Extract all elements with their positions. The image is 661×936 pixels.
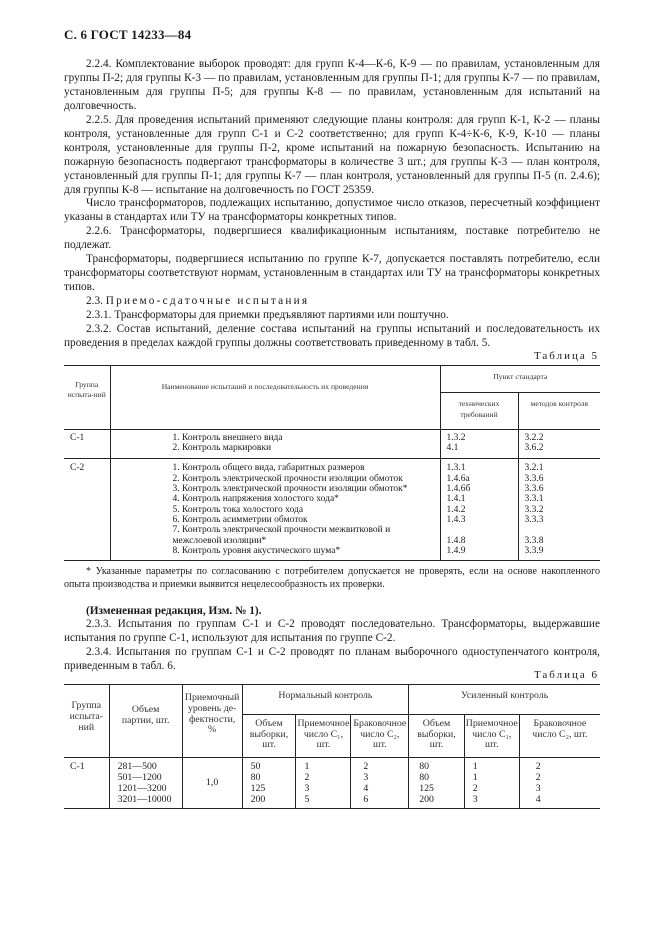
table6-caption: Таблица 6 [533,669,599,681]
col-header-tech: технических требований [440,393,518,430]
test-name: 1. Контроль внешнего вида [110,429,440,443]
col-header-name: Наименование испытаний и последовательность их проведения [110,366,440,430]
test-name: 2. Контроль электрической прочности изоляции обмоток [110,474,440,484]
method-clause: 3.3.1 [524,494,544,505]
tight-c1: 2 [464,784,519,795]
table-row [64,443,600,459]
table-row [64,784,600,795]
method-clause: 3.3.9 [518,546,600,561]
table-row [64,525,600,546]
paragraph-text: 2.3.4. Испытания по группам С-1 и С-2 проводят по планам выборочного одноступенчатого контроля, приведенным в табл. 6. [64,646,600,672]
normal-c1: 1 [296,758,351,773]
method-clause: 3.3.8 [524,535,544,546]
lot-size: 281—500 [109,758,182,773]
tight-c1: 1 [464,758,519,773]
tight-sample: 200 [409,795,465,809]
tight-c2: 4 [519,795,600,809]
table-row [64,474,600,484]
tech-clause: 1.4.9 [440,546,518,561]
tight-c1: 3 [464,795,519,809]
table-row [64,505,600,515]
table-5 [64,365,600,561]
paragraph-text: Трансформаторы, подвергшиеся испытанию по группе К-7, допускается поставлять потребителю, если трансформаторы соответствуют нормам, установленным в стандартах или ТУ на трансформаторы конкретных типов. [64,253,600,293]
col-header-group: Группа испыта-ний [64,685,109,758]
amendment-note [64,605,600,619]
col-header-group: Группа испыта-ний [64,366,110,430]
table-row [64,484,600,494]
col-header-normal: Нормальный контроль [242,685,409,715]
col-header-normal-sample: Объем выборки, шт. [242,714,296,757]
tight-sample: 80 [409,773,465,784]
tight-c1: 1 [464,773,519,784]
paragraph-2-3-2 [64,323,600,351]
normal-c1: 3 [296,784,351,795]
paragraph-2-2-5 [64,114,600,197]
section-2-3-heading [64,295,600,309]
test-name: 3. Контроль электрической прочности изоляции обмоток* [110,484,440,494]
paragraph-2-2-6-b [64,253,600,295]
aql-value: 1,0 [182,758,242,809]
col-header-clause: Пункт стандарта [440,366,600,393]
col-header-tightened: Усиленный контроль [409,685,600,715]
table-row [64,795,600,809]
col-header-methods: методов контроля [518,393,600,430]
test-name: 8. Контроль уровня акустического шума* [110,546,440,561]
paragraph-text: 2.3.3. Испытания по группам С-1 и С-2 проводят последовательно. Трансформаторы, выдержавшие испытания по группе С-1, используют для испытания по группе С-2. [64,618,600,644]
tech-clause: 1.3.2 [440,429,518,443]
method-clause: 3.3.2 [524,504,544,515]
normal-sample: 50 [242,758,296,773]
test-name: 7. Контроль электрической прочности межвитковой и межслоевой изоляции* [110,525,440,546]
paragraph-2-3-3 [64,618,600,646]
method-clause: 3.3.6 [524,484,544,495]
col-header-normal-accept: Приемочное число C₁, шт. [296,714,351,757]
tight-sample: 80 [409,758,465,773]
paragraph-2-2-5-b [64,197,600,225]
test-name: 1. Контроль общего вида, габаритных размеров [110,459,440,474]
lot-size: 1201—3200 [109,784,182,795]
paragraph-text: 2.3.2. Состав испытаний, деление состава испытаний на группы испытаний и последовательность их проведения в пределах каждой группы должны соответствовать приведенному в табл. 5. [64,323,600,349]
normal-sample: 80 [242,773,296,784]
table-row [64,515,600,525]
paragraph-2-2-6 [64,225,600,253]
normal-c2: 2 [351,758,409,773]
group-cell: С-2 [64,459,110,561]
method-clause: 3.2.1 [524,463,544,474]
tight-c2: 2 [535,761,541,773]
section-title: Приемо-сдаточные испытания [105,295,310,307]
section-number: 2.3. [86,295,103,307]
tech-clause: 1.4.2 [440,505,518,515]
col-header-lot: Объем партии, шт. [109,685,182,758]
tight-c2: 2 [535,771,541,783]
paragraph-text: 2.3.1. Трансформаторы для приемки предъявляют партиями или поштучно. [86,309,449,321]
paragraph-text: 2.2.4. Комплектование выборок проводят: для групп К-4—К-6, К-9 — по правилам, установленным для группы П-2; для группы К-3 — по правилам, установленным для группы П-1; для группы К-7 — по правилам, установленным для группы П-5; для группы К-8 — по правилам, установленным для испытаний на долговечность. [64,58,600,112]
test-name: 2. Контроль маркировки [110,443,440,459]
test-name: 6. Контроль асимметрии обмоток [110,515,440,525]
normal-sample: 125 [242,784,296,795]
normal-c2: 6 [351,795,409,809]
tech-clause: 1.4.6а [440,474,518,484]
method-clause: 3.2.2 [524,432,544,443]
normal-c2: 3 [351,773,409,784]
group-cell: С-1 [64,429,110,459]
table-row [64,758,600,773]
paragraph-2-3-1 [64,309,600,323]
amendment-text: (Измененная редакция, Изм. № 1). [86,605,262,617]
tech-clause: 1.4.8 [440,525,518,546]
table-row [64,459,600,474]
paragraph-text: 2.2.6. Трансформаторы, подвергшиеся квалификационным испытаниям, поставке потребителю не подлежат. [64,225,600,251]
normal-c1: 2 [296,773,351,784]
table-6 [64,684,600,809]
paragraph-text: 2.2.5. Для проведения испытаний применяют следующие планы контроля: для групп К-1, К-2 — планы контроля, установленные для групп С-1 и С-2 соответственно; для групп К-4÷К-6, К-9, К-10 — планы контроля, установленные для группы П-2, кроме испытаний на пожарную безопасность. Испытанию на пожарную безопасность подвергают трансформаторы в количестве 3 шт.; для группы К-3 — план контроля, установленный для группы П-1; для группы К-7 — план контроля, установленный для группы П-5 (п. 2.4.6); для группы К-8 — испытание на долговечность по ГОСТ 25359. [64,114,600,196]
page-header: С. 6 ГОСТ 14233—84 [64,27,192,42]
col-header-tight-reject: Браковочное число C₂, шт. [519,714,600,757]
col-header-tight-accept: Приемочное число C₁, шт. [464,714,519,757]
normal-sample: 200 [242,795,296,809]
table-row [64,429,600,443]
test-name: 4. Контроль напряжения холостого хода* [110,494,440,504]
footnote-text: * Указанные параметры по согласованию с потребителем допускается не проверять, если на основе накопленного опыта производства и приемки выявится нецелесообразность их проверки. [64,566,600,590]
group-cell: С-1 [64,758,109,809]
method-clause: 3.3.3 [524,514,544,525]
method-clause: 3.6.2 [518,443,600,459]
table5-caption: Таблица 5 [533,350,599,362]
paragraph-2-3-4 [64,646,600,674]
method-clause: 3.3.6 [524,473,544,484]
col-header-normal-reject: Браковочное число C₂, шт. [351,714,409,757]
lot-size: 501—1200 [109,773,182,784]
tech-clause: 1.4.6б [440,484,518,494]
table-row [64,546,600,561]
col-header-tight-sample: Объем выборки, шт. [409,714,465,757]
tight-c2: 3 [535,782,541,794]
tech-clause: 1.4.1 [440,494,518,504]
normal-c2: 4 [351,784,409,795]
normal-c1: 5 [296,795,351,809]
tech-clause: 1.3.1 [440,459,518,474]
lot-size: 3201—10000 [109,795,182,809]
tech-clause: 4.1 [440,443,518,459]
table5-footnote [64,566,600,591]
paragraph-2-2-4 [64,58,600,114]
col-header-aql: Приемочный уровень де-фектности, % [182,685,242,758]
tech-clause: 1.4.3 [440,515,518,525]
test-name: 5. Контроль тока холостого хода [110,505,440,515]
paragraph-text: Число трансформаторов, подлежащих испытанию, допустимое число отказов, пересчетный коэффициент указаны в стандартах или ТУ на трансформаторы конкретных типов. [64,197,600,223]
tight-sample: 125 [409,784,465,795]
table-row [64,494,600,504]
